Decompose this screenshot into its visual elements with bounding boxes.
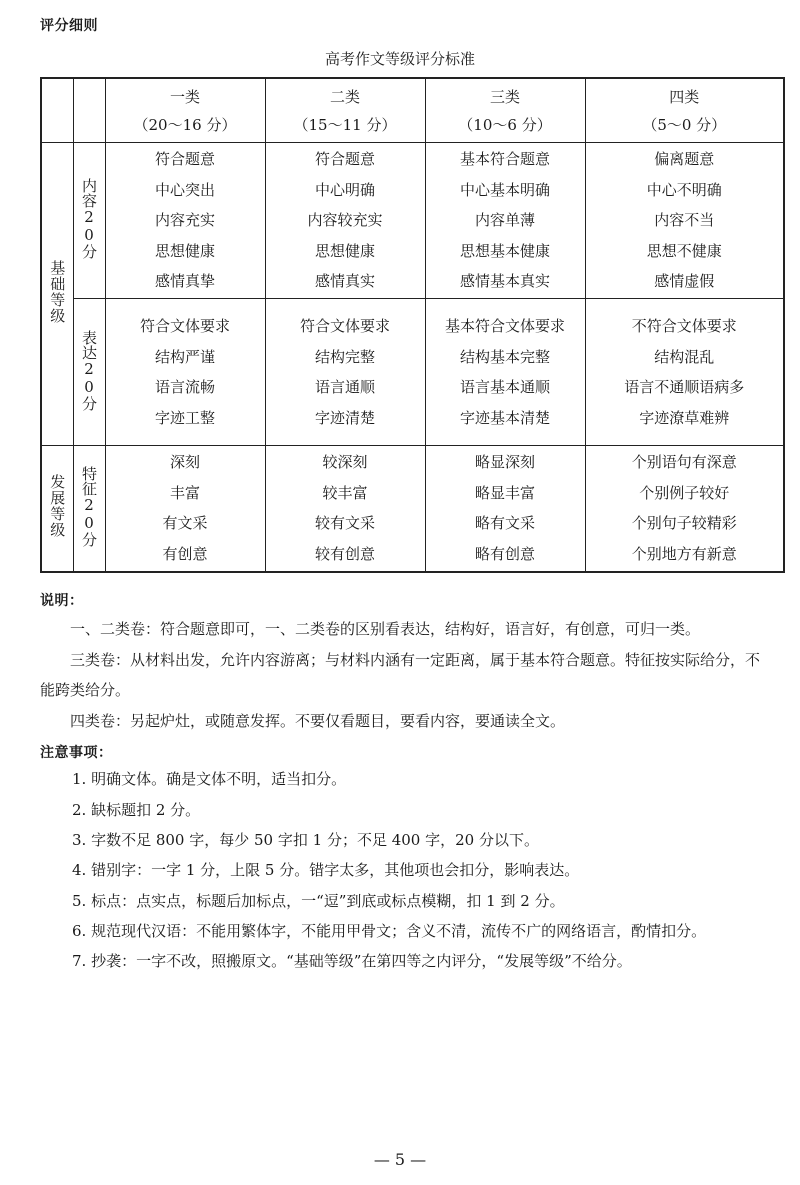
notes-heading: 注意事项：: [40, 745, 113, 761]
corner-cell: [73, 78, 105, 143]
corner-cell: [41, 78, 73, 143]
note-item: 3. 字数不足 800 字，每少 50 字扣 1 分；不足 400 字，20 分以下。: [72, 831, 539, 849]
rubric-cell: 深刻 丰富 有文采 有创意: [105, 446, 265, 572]
category-header: 一类 （20～16 分）: [105, 78, 265, 143]
page-number: — 5 —: [373, 1150, 427, 1169]
rubric-cell: 基本符合文体要求 结构基本完整 语言基本通顺 字迹基本清楚: [425, 299, 585, 446]
features-row: [41, 446, 784, 572]
row-label-content: 内容20分: [73, 143, 105, 299]
note-item: 5. 标点：点实点，标题后加标点，一“逗”到底或标点模糊，扣 1 到 2 分。: [72, 892, 565, 910]
rubric-cell: 符合题意 中心明确 内容较充实 思想健康 感情真实: [265, 143, 425, 299]
rubric-cell: 符合文体要求 结构完整 语言通顺 字迹清楚: [265, 299, 425, 446]
rubric-cell: 较深刻 较丰富 较有文采 较有创意: [265, 446, 425, 572]
header-row: [41, 78, 784, 143]
note-item: 4. 错别字：一字 1 分，上限 5 分。错字太多，其他项也会扣分，影响表达。: [72, 861, 580, 879]
explanation-paragraph: 四类卷：另起炉灶，或随意发挥。不要仅看题目，要看内容，要通读全文。: [70, 712, 566, 730]
rubric-table: [40, 77, 785, 573]
row-label-features: 特征20分: [73, 446, 105, 572]
note-item: 7. 抄袭：一字不改，照搬原文。“基础等级”在第四等之内评分，“发展等级”不给分。: [72, 952, 632, 970]
category-header: 三类 （10～6 分）: [425, 78, 585, 143]
rubric-cell: 符合文体要求 结构严谨 语言流畅 字迹工整: [105, 299, 265, 446]
rubric-cell: 基本符合题意 中心基本明确 内容单薄 思想基本健康 感情基本真实: [425, 143, 585, 299]
group-development: 发展等级: [41, 446, 73, 572]
row-label-expression: 表达20分: [73, 299, 105, 446]
explanation-paragraph: 三类卷：从材料出发，允许内容游离；与材料内涵有一定距离，属于基本符合题意。特征按实际给分，不能跨类给分。: [40, 651, 761, 699]
note-item: 2. 缺标题扣 2 分。: [72, 801, 201, 819]
content-row: [41, 143, 784, 299]
explanation-heading: 说明：: [40, 593, 84, 609]
note-item: 6. 规范现代汉语：不能用繁体字，不能用甲骨文；含义不清，流传不广的网络语言，酌情扣分。: [72, 922, 707, 940]
note-item: 1. 明确文体。确是文体不明，适当扣分。: [72, 770, 347, 788]
rubric-cell: 略显深刻 略显丰富 略有文采 略有创意: [425, 446, 585, 572]
rubric-cell: 个别语句有深意 个别例子较好 个别句子较精彩 个别地方有新意: [585, 446, 784, 572]
explanation-paragraph: 一、二类卷：符合题意即可，一、二类卷的区别看表达，结构好，语言好，有创意，可归一类。: [70, 620, 701, 638]
category-header: 四类 （5～0 分）: [585, 78, 784, 143]
expression-row: [41, 299, 784, 446]
page-heading: 评分细则: [40, 18, 98, 34]
rubric-cell: 偏离题意 中心不明确 内容不当 思想不健康 感情虚假: [585, 143, 784, 299]
rubric-cell: 符合题意 中心突出 内容充实 思想健康 感情真挚: [105, 143, 265, 299]
category-header: 二类 （15～11 分）: [265, 78, 425, 143]
table-title: 高考作文等级评分标准: [324, 50, 475, 68]
rubric-cell: 不符合文体要求 结构混乱 语言不通顺语病多 字迹潦草难辨: [585, 299, 784, 446]
group-basic: 基础等级: [41, 143, 73, 446]
